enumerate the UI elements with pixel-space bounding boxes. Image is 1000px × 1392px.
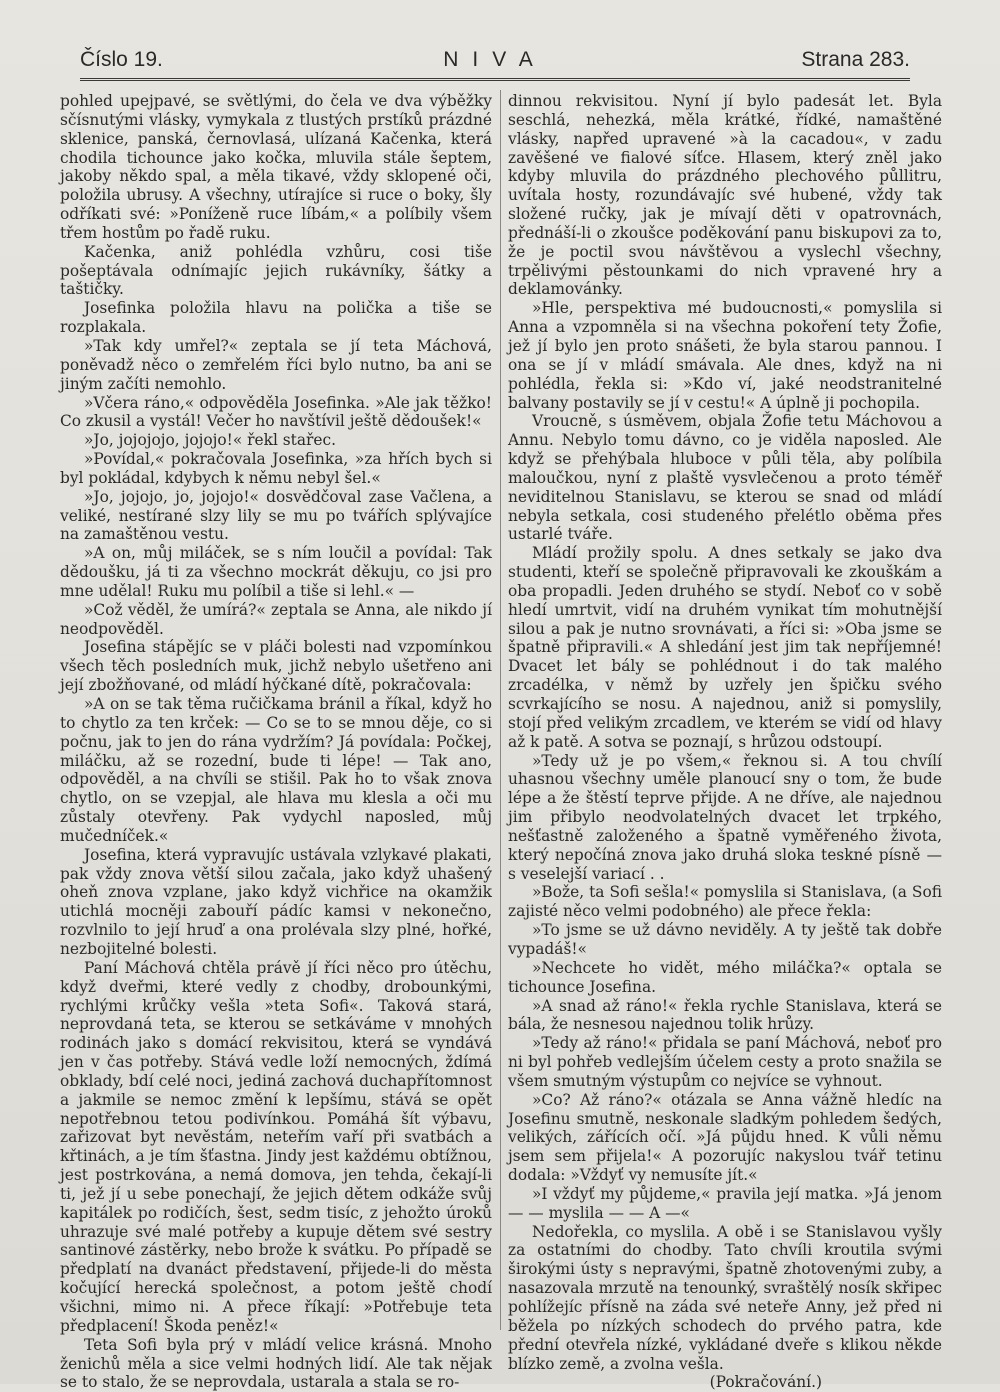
paragraph: Mládí prožily spolu. A dnes setkaly se jako dva studenti, kteří se společně připravovali ke zkouškám a oba propadli. Jeden druhého se stydí. Neboť co v sobě hledí umrtvit, vidí na druhém vynikat tím mohutnější silou a pak je nutno srovnávati, a říci si: »Oba jsme se špatně připravili.« A shledání jest jim tak nepříjemné! Dvacet let bály se pohlédnout i do tak malého zrcadélka, v němž by uzřely jen špičku svého scvrkajícího se nosu. A najednou, aniž si pomyslily, stojí před velikým zrcadlem, ve kterém se vidí od hlavy až k patě. A sotva se poznají, s hrůzou odstoupí. (508, 544, 942, 751)
paragraph: »Včera ráno,« odpověděla Josefinka. »Ale jak těžko! Co zkusil a vystál! Večer ho navštívil ještě dědoušek!« (60, 393, 492, 431)
paragraph: Josefina, která vypravujíc ustávala vzlykavé plakati, pak vždy znova větší silou začala, jako když uhašený oheň znova vzplane, jako když vichřice na okamžik utichlá mocněji zabouří pádíc kamsi v nekonečno, rozvlnilo to její hruď a ona prolévala slzy plné, hořké, nezbojitelné bolesti. (60, 845, 492, 958)
paragraph: »A snad až ráno!« řekla rychle Stanislava, která se bála, že nesnesou najednou tolik hrůzy. (508, 996, 942, 1034)
paragraph: Josefina stápějíc se v pláči bolesti nad vzpomínkou všech těch posledních muk, jichž nebylo ušetřeno ani její zbožňované, od mládí hýčkané dítě, pokračovala: (60, 638, 492, 695)
paragraph: »A on, můj miláček, se s ním loučil a povídal: Tak dědoušku, já ti za všechno mockrát děkuju, co jsi pro mne udělal! Ruku mu políbil a tiše si lehl.« — (60, 544, 492, 600)
paragraph: Paní Máchová chtěla právě jí říci něco pro útěchu, když dveřmi, které vedly z chodby, drobounkými, rychlými krůčky vešla »teta Sofi«. Taková stará, neprovdaná teta, se kterou se setkáváme v mnohých rodinách jako s domácí rekvisitou, která se vyndává jen v čas potřeby. Stává vedle loží nemocných, ždímá obklady, bdí celé noci, jediná zachová duchapřítomnost a jakmile se nemoc změní k lepšímu, stává se opět nepotřebnou tetou podivínkou. Pomáhá šít výbavu, zařizovat byt nevěstám, neteřím vaří při svatbách a křtinách, a je tím šťastna. Jindy jest každému obtížnou, jest postrkována, a nemá domova, jen tehda, čekají-li ti, jež jí u sebe ponechají, že jejich dětem odkáže svůj kapitálek po rodičích, šest, sedm tisíc, z jehožto úroků uhrazuje své malé potřeby a kupuje dětem své sestry santinové zástěrky, nebo brože k svátku. Po případě se předplatí na dvanáct představení, přijede-li do města kočující herecká společnost, a potom ještě chodí všichni, mimo ni. A přece říkají: »Potřebuje teta předplacení! Škoda peněz!« (60, 958, 492, 1335)
paragraph: Kačenka, aniž pohlédla vzhůru, cosi tiše pošeptávala odnímajíc jejich rukávníky, šátky a taštičky. (60, 242, 492, 299)
paragraph: »Hle, perspektiva mé budoucnosti,« pomyslila si Anna a vzpomněla si na všechna pokoření tety Žofie, jež jí bylo jen proto snášeti, že byla starou pannou. I ona se jí v mládí smávala. Ale dnes, když na ni pohlédla, řekla si: »Kdo ví, jaké neodstranitelné balvany postavily se jí v cestu!« A úplně ji pochopila. (508, 299, 942, 412)
left-column (60, 92, 492, 1392)
paragraph: Vroucně, s úsměvem, objala Žofie tetu Máchovou a Annu. Nebylo tomu dávno, co je viděla naposled. Ale když se přehýbala hluboce v půli těla, aby políbila maloučkou, nyní z plaště vysvlečenou a proto téměř neviditelnou Stanislavu, se kterou se snad od mládí nebyla setkala, cosi studeného přelétlo oběma přes ustarlé tváře. (508, 412, 942, 544)
paragraph: »Jo, jojojo, jo, jojojo!« dosvědčoval zase Vačlena, a veliké, nestírané slzy lily se mu po tvářích splývajíce na zamaštěnou vestu. (60, 487, 492, 544)
paragraph: »Jo, jojojojo, jojojo!« řekl stařec. (84, 431, 337, 450)
paragraph: »Nechcete ho vidět, mého miláčka?« optala se tichounce Josefina. (508, 958, 942, 996)
journal-title: NIVA (443, 48, 547, 71)
paragraph: »Bože, ta Sofi sešla!« pomyslila si Stanislava, (a Sofi zajisté něco velmi podobného) ale přece řekla: (508, 883, 942, 921)
paragraph: »Povídal,« pokračovala Josefinka, »za hřích bych si byl pokládal, kdybych k němu nebyl šel.« (60, 450, 492, 487)
column-divider (500, 90, 501, 1330)
paragraph: »Tedy až ráno!« přidala se paní Máchová, neboť pro ni byl pohřeb vedlejším účelem cesty a proto snažila se všem smutným výstupům co nejvíce se vyhnout. (508, 1034, 942, 1090)
paragraph: dinnou rekvisitou. Nyní jí bylo padesát let. Byla seschlá, nehezká, měla krátké, řídké, namaštěné vlásky, napřed upravené »à la cacadou«, v zadu zavěšené ve fialové síťce. Hlasem, který zněl jako kdyby mluvila do prázdného plechového půllitru, uvítala hosty, rozundávajíc své hubené, vždy tak složené ručky, jak je mívají děti v opatrovnách, přednáší-li o zkoušce poděkování panu biskupovi za to, že je poctil svou návštěvou a vyslechl všechny, trpělivými pěstounkami do nich vpravené hry a deklamovánky. (508, 92, 942, 299)
paragraph: »Což věděl, že umírá?« zeptala se Anna, ale nikdo jí neodpověděl. (60, 600, 492, 638)
paragraph: »Co? Až ráno?« otázala se Anna vážně hledíc na Josefinu smutně, neskonale sladkým pohledem šedých, velikých, zářících očí. »Já půjdu hned. K vůli němu jsem sem přijela!« A pozorujíc nakyslou tvář tetinu dodala: »Vždyť vy nemusíte jít.« (508, 1090, 942, 1185)
continuation-note: (Pokračování.) (709, 1373, 822, 1392)
right-column (508, 92, 942, 1392)
paragraph: »Tedy už je po všem,« řeknou si. A tou chvílí uhasnou všechny uměle planoucí sny o tom, že bude lépe a že štěstí teprve přijde. A ne dříve, ale najednou jim přibylo neodvolatelných dvacet let trpkého, nešťastně založeného a špatně vyměřeného života, který nepočíná znova jako druhá sloka teskné písně — s veselejší variací . . (508, 751, 942, 883)
paragraph: »To jsme se už dávno neviděly. A ty ještě tak dobře vypadáš!« (508, 921, 942, 958)
paragraph: Josefinka položila hlavu na polička a tiše se rozplakala. (60, 299, 492, 337)
issue-number: Číslo 19. (80, 48, 163, 71)
page-header (80, 44, 910, 80)
paragraph: Nedořekla, co myslila. A obě i se Stanislavou vyšly za ostatními do chodby. Tato chvíli kroutila svými širokými ústy s nepravými, špatně zhotovenými zuby, a nasazovala mrzutě na tenounký, svraštělý nosík skřipec pohlížejíc přísně na záda své neteře Anny, jež před ni běžela po nízkých schodech do prvého patra, kde přední otevřela nízké, vykládané dveře s klikou někde blízko země, a zvolna vešla. (508, 1222, 942, 1373)
paragraph: »A on se tak těma ručičkama bránil a říkal, když ho to chytlo za ten krček: — Co se to se mnou děje, co si počnu, jak to jen do rána vydržím? Já povídala: Počkej, miláčku, až se rozední, bude ti lépe! — Tak ano, odpověděl, a na chvíli se stišil. Pak ho to však znova chytlo, on se vzepjal, ale hlava mu klesla a oči mu zůstaly otevřeny. Pak vydychl naposled, můj mučedníček.« (60, 695, 492, 845)
paragraph: »Tak kdy umřel?« zeptala se jí teta Máchová, poněvadž něco o zemřelém říci bylo nutno, ba ani se jiným začíti nemohlo. (60, 336, 492, 393)
paragraph: »I vždyť my půjdeme,« pravila její matka. »Já jenom — — myslila — — A —« (508, 1184, 942, 1222)
page-number: Strana 283. (801, 48, 910, 71)
header-rule (80, 78, 910, 81)
paragraph: Teta Sofi byla prý v mládí velice krásná. Mnoho ženichů měla a sice velmi hodných lidí. Ale tak nějak se to stalo, že se neprovdala, ustarala a stala se ro- (60, 1335, 492, 1392)
paragraph: pohled upejpavé, se světlými, do čela ve dva výběžky sčísnutými vlásky, vymykala z tlustých prstíků prázdné sklenice, panská, černovlasá, ulízaná Kačenka, která chodila tichounce jako kočka, mluvila stále šeptem, jakoby někdo spal, a měla tikavé, vždy sklopené oči, položila ubrusy. A všechny, utírajíce si ruce o boky, šly odříkati své: »Poníženě ruce líbám,« a políbily všem třem hostům po řadě ruku. (60, 92, 492, 242)
